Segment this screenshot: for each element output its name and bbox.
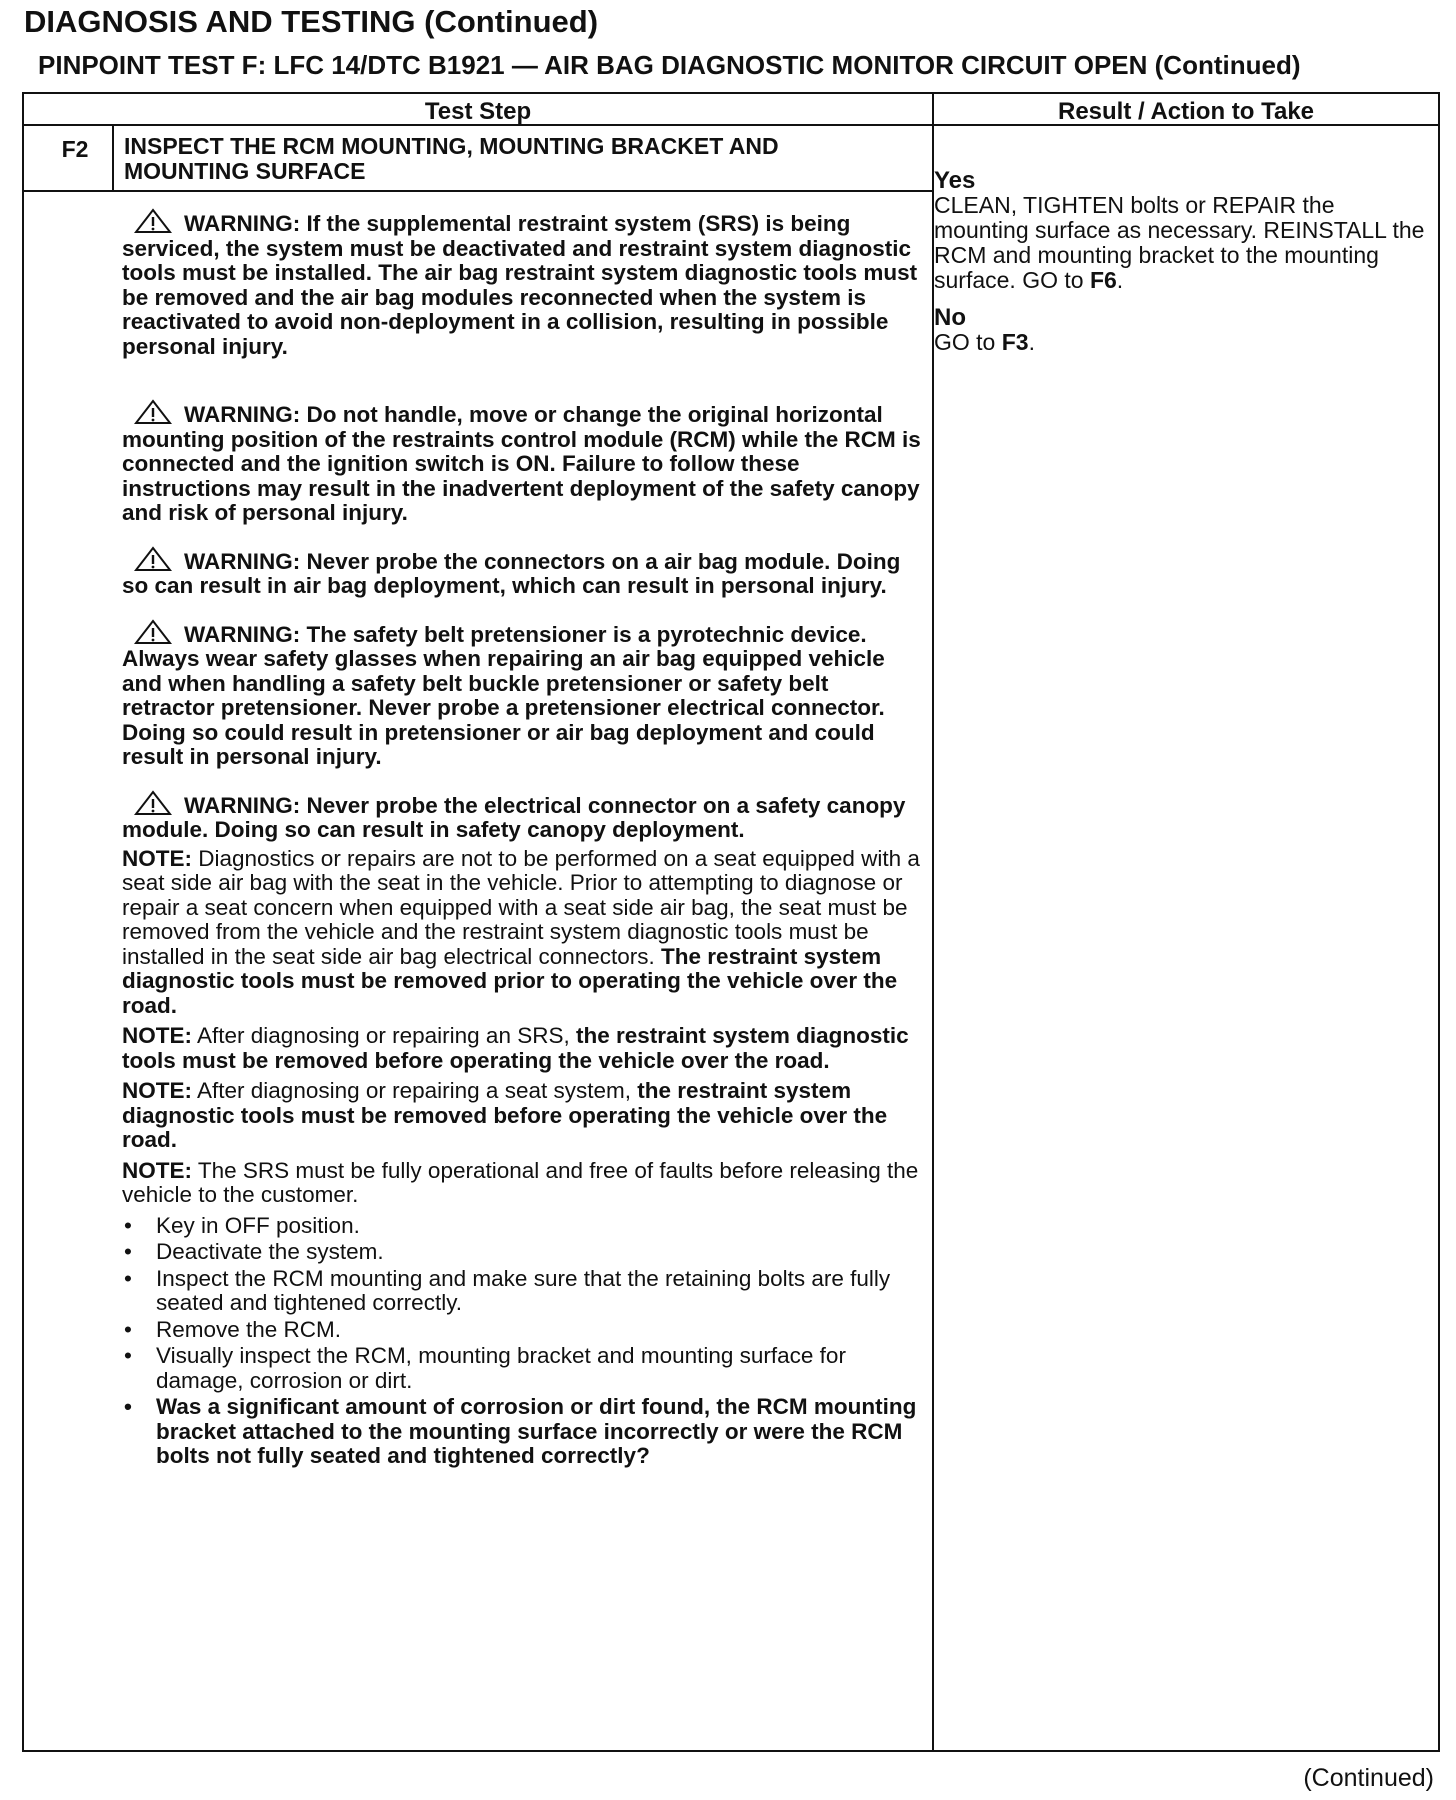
warning-paragraph [122, 399, 922, 526]
page-title: DIAGNOSIS AND TESTING (Continued) [24, 4, 599, 39]
warning-triangle-icon [134, 790, 172, 816]
warning-triangle-icon [134, 208, 172, 234]
result-yes [934, 168, 1434, 293]
list-item-text: Visually inspect the RCM, mounting bracket and mounting surface for damage, corrosion or dirt. [156, 1343, 846, 1393]
note-text: After diagnosing or repairing a seat system, [192, 1078, 638, 1103]
bullet-icon: • [124, 1394, 132, 1419]
warning-triangle-icon [134, 619, 172, 645]
warning-text: WARNING: If the supplemental restraint system (SRS) is being serviced, the system must be deactivated and restraint system diagnostic tools must be installed. The air bag restraint system diagnostic tools must be removed and the air bag modules reconnected when the system is reactivated to avoid non-deployment in a collision, resulting in possible personal injury. [122, 211, 918, 359]
note-label: NOTE: [122, 1023, 192, 1048]
result-action-column [934, 168, 1434, 367]
result-no-action: GO to [934, 329, 1002, 355]
result-yes-text [934, 193, 1434, 293]
note-text: Diagnostics or repairs are not to be performed on a seat equipped with a seat side air bag with the seat in the vehicle. Prior to attempting to diagnose or repair a seat concern when equipped with a seat side air bag, the seat must be removed from the vehicle and the restraint system diagnostic tools must be installed in the seat side air bag electrical connectors. [122, 845, 920, 969]
list-item-text: Deactivate the system. [156, 1239, 384, 1264]
list-item [122, 1240, 922, 1265]
result-yes-label: Yes [934, 167, 976, 194]
header-test-step: Test Step [424, 98, 532, 125]
note-emphasis: the restraint system diagnostic tools must be removed before operating the vehicle over the road. [122, 1023, 909, 1073]
list-item-text: Key in OFF position. [156, 1212, 360, 1238]
list-item-text: Was a significant amount of corrosion or dirt found, the RCM mounting bracket attached to the mounting surface incorrectly or were the RCM bolts not fully seated and tightened correctly? [156, 1394, 917, 1468]
warning-text: WARNING: Never probe the electrical connector on a safety canopy module. Doing so can result in safety canopy deployment. [122, 792, 906, 842]
note-paragraph [122, 1079, 922, 1153]
bullet-icon: • [124, 1316, 132, 1342]
note-emphasis: The restraint system diagnostic tools must be removed prior to operating the vehicle over the road. [122, 943, 898, 1018]
warning-triangle-icon [134, 546, 172, 572]
result-no [934, 305, 1434, 355]
result-no-label: No [934, 304, 966, 331]
result-no-goto: F3 [1001, 329, 1029, 355]
step-bullet-list [122, 1214, 922, 1469]
warning-text: WARNING: Do not handle, move or change the original horizontal mounting position of the restraints control module (RCM) while the RCM is connected and the ignition switch is ON. Failure to follow these instructions may result in the inadvertent deployment of the safety canopy and risk of personal injury. [122, 402, 921, 525]
note-emphasis: the restraint system diagnostic tools must be removed before operating the vehicle over the road. [122, 1078, 888, 1152]
warning-paragraph [122, 790, 922, 843]
result-yes-goto: F6 [1089, 267, 1117, 293]
warning-text: WARNING: Never probe the connectors on a air bag module. Doing so can result in air bag deployment, which can result in personal injury. [122, 548, 901, 598]
bullet-icon: • [124, 1343, 132, 1368]
list-item [122, 1267, 922, 1316]
result-no-end: . [1028, 329, 1035, 355]
list-item [122, 1214, 922, 1239]
warning-triangle-icon [134, 399, 172, 425]
list-item-text: Inspect the RCM mounting and make sure that the retaining bolts are fully seated and tightened correctly. [156, 1265, 891, 1315]
result-yes-end: . [1116, 267, 1124, 293]
warning-paragraph [122, 619, 922, 770]
note-paragraph [122, 1024, 922, 1073]
step-title: INSPECT THE RCM MOUNTING, MOUNTING BRACKET AND MOUNTING SURFACE [124, 133, 779, 184]
bullet-icon: • [124, 1265, 132, 1291]
test-table [22, 92, 1440, 1752]
note-label: NOTE: [122, 1157, 192, 1183]
pinpoint-test-title: PINPOINT TEST F: LFC 14/DTC B1921 — AIR BAG DIAGNOSTIC MONITOR CIRCUIT OPEN (Continued) [38, 50, 1301, 80]
note-paragraph [122, 847, 922, 1019]
note-label: NOTE: [122, 1078, 192, 1103]
bullet-icon: • [124, 1212, 132, 1238]
bullet-icon: • [124, 1239, 132, 1264]
step-title-divider [24, 190, 932, 192]
warning-text: WARNING: The safety belt pretensioner is a pyrotechnic device. Always wear safety glasses when repairing an air bag equipped vehicle and when handling a safety belt buckle pretensioner or safety belt retractor pretensioner. Never probe a pretensioner electrical connector. Doing so could result in pretensioner or air bag deployment and could result in personal injury. [122, 621, 885, 769]
note-paragraph [122, 1159, 922, 1208]
header-result-action: Result / Action to Take [1057, 98, 1315, 125]
result-no-text [934, 330, 1434, 355]
warning-paragraph [122, 208, 922, 359]
test-step-body [122, 208, 922, 1471]
result-yes-action: CLEAN, TIGHTEN bolts or REPAIR the mounting surface as necessary. REINSTALL the RCM and mounting bracket to the mounting surface. GO to [934, 192, 1425, 293]
continued-footer: (Continued) [1303, 1764, 1434, 1792]
list-item-question [122, 1395, 922, 1469]
list-item-text: Remove the RCM. [156, 1316, 342, 1342]
list-item [122, 1318, 922, 1343]
note-text: The SRS must be fully operational and free of faults before releasing the vehicle to the customer. [122, 1157, 919, 1207]
warning-paragraph [122, 546, 922, 599]
step-id: F2 [61, 136, 89, 162]
list-item [122, 1344, 922, 1393]
note-text: After diagnosing or repairing an SRS, [192, 1023, 576, 1048]
note-label: NOTE: [122, 845, 192, 871]
